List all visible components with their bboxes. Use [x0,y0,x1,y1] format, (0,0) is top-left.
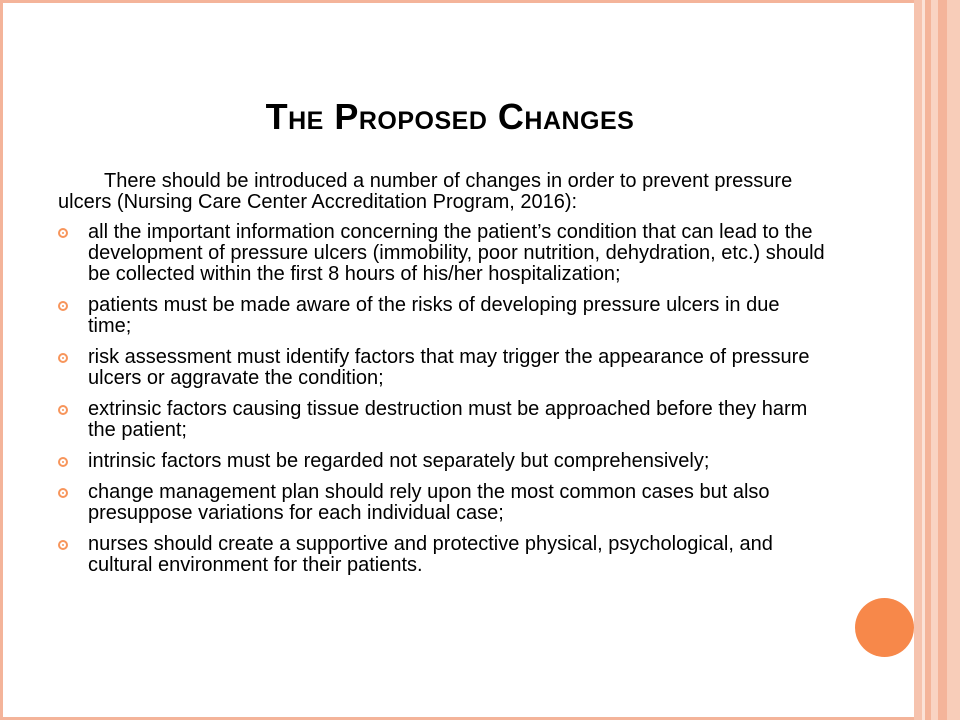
list-item-text: all the important information concerning the patient’s condition that can lead to the development of pressure ulcers (immobility, poor nutrition, dehydration, etc.) should be collected within the first 8 hours of his/her hospitalization; [88,221,825,285]
list-item [58,222,828,285]
list-item-text: intrinsic factors must be regarded not separately but comprehensively; [88,450,710,472]
ring-bullet-icon [58,457,68,467]
slide-body [58,171,828,586]
ring-bullet-icon [58,301,68,311]
list-item [58,347,828,389]
stripe [914,0,922,720]
frame-top-border [0,0,960,3]
list-item-text: risk assessment must identify factors that may trigger the appearance of pressure ulcers or aggravate the condition; [88,346,810,389]
list-item-text: patients must be made aware of the risks of developing pressure ulcers in due time; [88,294,780,337]
intro-paragraph: There should be introduced a number of changes in order to prevent pressure ulcers (Nursing Care Center Accreditation Program, 2016): [58,170,793,213]
stripe [947,0,960,720]
decorative-stripes [914,0,960,720]
list-item [58,399,828,441]
ring-bullet-icon [58,405,68,415]
list-item-text: extrinsic factors causing tissue destruction must be approached before they harm the patient; [88,398,808,441]
list-item [58,482,828,524]
stripe [931,0,938,720]
list-item-text: change management plan should rely upon the most common cases but also presuppose variations for each individual case; [88,481,770,524]
ring-bullet-icon [58,488,68,498]
list-item [58,451,828,472]
ring-bullet-icon [58,540,68,550]
stripe [938,0,947,720]
ring-bullet-icon [58,353,68,363]
orange-circle-decoration [855,598,914,657]
list-item [58,295,828,337]
list-item-text: nurses should create a supportive and protective physical, psychological, and cultural environment for their patients. [88,533,773,576]
list-item [58,534,828,576]
bullet-list [58,222,828,576]
ring-bullet-icon [58,228,68,238]
slide-title: The Proposed Changes [265,96,635,137]
